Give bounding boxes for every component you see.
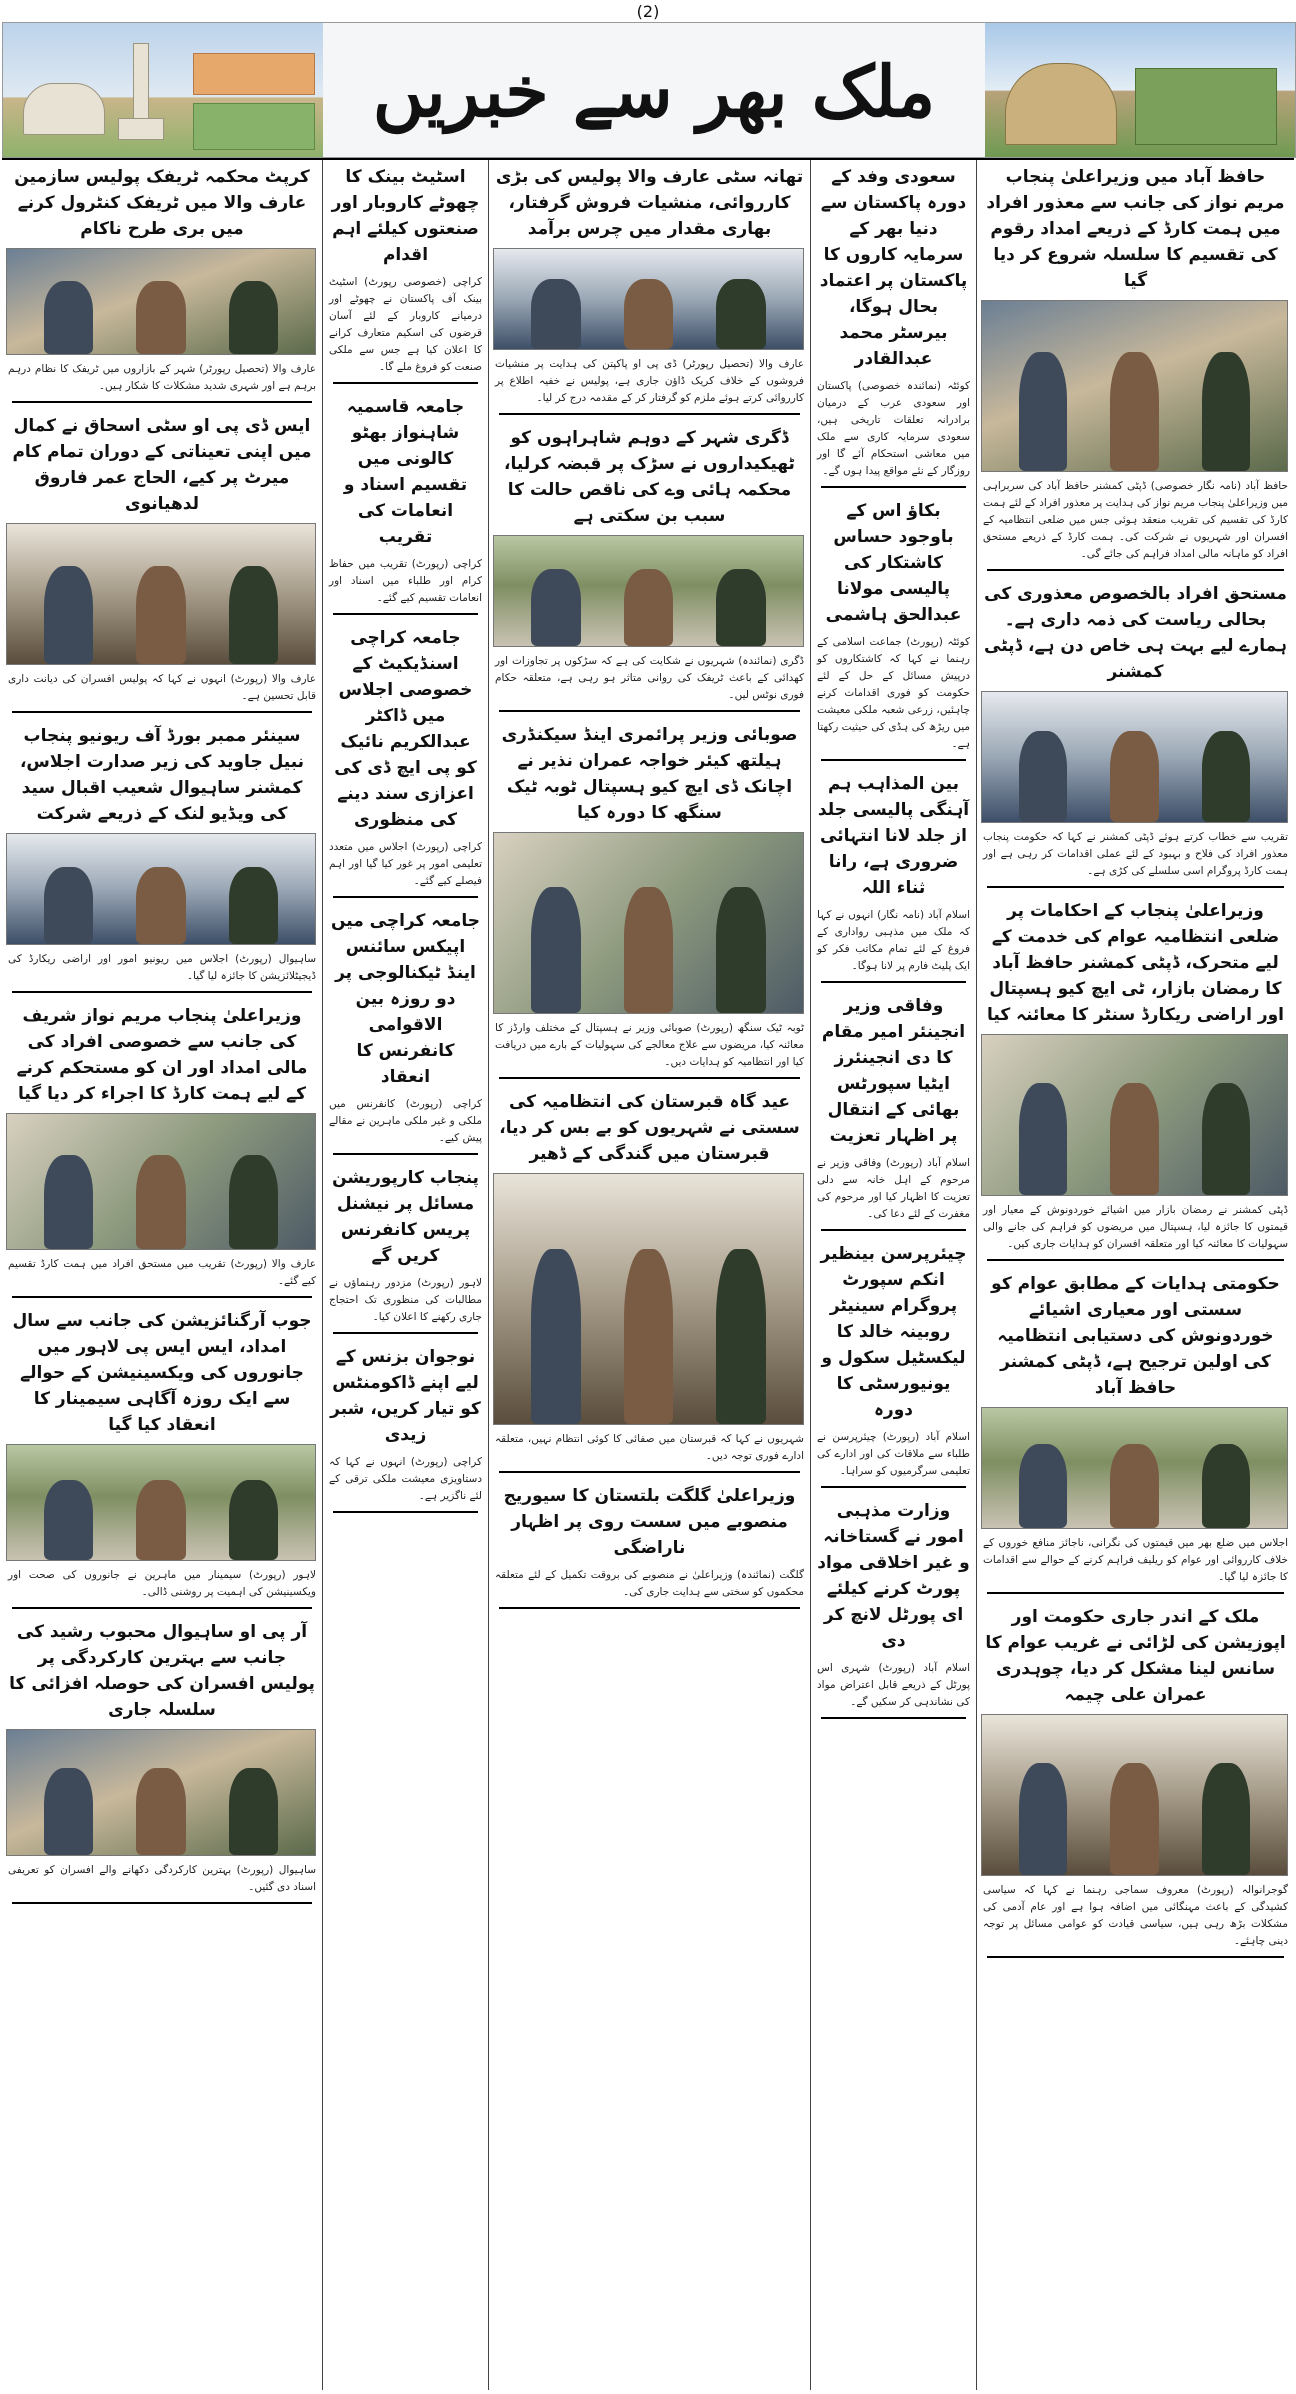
article-divider xyxy=(821,1717,966,1719)
article-headline: حافظ آباد میں وزیراعلیٰ پنجاب مریم نواز کی جانب سے معذور افراد میں ہمت کارڈ کے ذریعے امداد رقوم کی تقسیم کا سلسلہ شروع کر دیا گیا xyxy=(986,167,1285,291)
photo-person xyxy=(1019,1083,1068,1195)
photo-person xyxy=(624,569,673,646)
article-body: عارف والا (تحصیل رپورٹر) ڈی پی او پاکپتن کی ہدایت پر منشیات فروشوں کے خلاف کریک ڈاؤن جاری ہے، پولیس نے خفیہ اطلاع پر کارروائی کرتے ہوئے ملزم کو گرفتار کر کے مقدمہ درج کر لیا۔ xyxy=(495,358,804,404)
article-divider xyxy=(987,886,1284,888)
article-divider xyxy=(333,1511,478,1513)
news-article xyxy=(8,413,316,713)
photo-person xyxy=(716,279,765,349)
article-divider xyxy=(499,710,800,712)
article-headline: وزیراعلیٰ پنجاب کے احکامات پر ضلعی انتظامیہ عوام کی خدمت کے لیے متحرک، ڈپٹی کمشنر حافظ آباد کا رمضان بازار، ٹی ایچ کیو ہسپتال اور اراضی ریکارڈ سنٹر کا معائنہ کیا xyxy=(987,901,1284,1025)
article-photo xyxy=(981,691,1288,823)
photo-person xyxy=(1202,1444,1251,1528)
photo-person xyxy=(716,1249,765,1424)
article-headline: وفاقی وزیر انجینئر امیر مقام کا دی انجینئرز ایٹیا سپورٹس بھائی کے انتقال پر اظہار تعزیت xyxy=(821,996,966,1146)
photo-person xyxy=(1110,1763,1159,1875)
article-photo xyxy=(6,1729,316,1856)
news-article xyxy=(495,425,804,712)
article-headline: صوبائی وزیر پرائمری اینڈ سیکنڈری ہیلتھ کیئر خواجہ عمران نذیر نے اچانک ڈی ایچ کیو ہسپتال ٹوبہ ٹیک سنگھ کا دورہ کیا xyxy=(501,725,798,823)
photo-person xyxy=(1019,731,1068,822)
article-divider xyxy=(333,1153,478,1155)
article-body: گلگت (نمائندہ) وزیراعلیٰ نے منصوبے کی بروقت تکمیل کے لئے متعلقہ محکموں کو سختی سے ہدایت جاری کی۔ xyxy=(495,1569,804,1598)
article-divider xyxy=(333,382,478,384)
article-body: اسلام آباد (رپورٹ) شہری اس پورٹل کے ذریعے قابل اعتراض مواد کی نشاندہی کر سکیں گے۔ xyxy=(817,1662,970,1708)
news-article xyxy=(8,1619,316,1904)
article-body: ساہیوال (رپورٹ) اجلاس میں ریونیو امور اور اراضی ریکارڈ کی ڈیجیٹلائزیشن کا جائزہ لیا گیا۔ xyxy=(8,953,316,982)
article-headline: سعودی وفد کے دورہ پاکستان سے دنیا بھر کے سرمایہ کاروں کا پاکستان پر اعتماد بحال ہوگا، بیرسٹر محمد عبدالقادر xyxy=(819,167,968,369)
photo-person xyxy=(1019,352,1068,471)
masthead-left-image xyxy=(3,23,323,157)
article-photo xyxy=(6,523,316,665)
news-article xyxy=(495,164,804,415)
photo-person xyxy=(716,569,765,646)
article-divider xyxy=(821,486,966,488)
article-body: کراچی (رپورٹ) انہوں نے کہا کہ دستاویزی معیشت ملکی ترقی کے لئے ناگزیر ہے۔ xyxy=(329,1456,482,1502)
news-article xyxy=(8,1308,316,1609)
article-photo xyxy=(6,248,316,355)
article-divider xyxy=(987,569,1284,571)
photo-person xyxy=(229,1768,278,1856)
article-headline: چیئرپرسن بینظیر انکم سپورٹ پروگرام سینیٹر روبینہ خالد کا لیکسٹیل سکول و یونیورسٹی کا دورہ xyxy=(820,1244,967,1420)
article-divider xyxy=(333,1332,478,1334)
photo-person xyxy=(44,1480,93,1561)
article-divider xyxy=(12,1902,312,1904)
article-divider xyxy=(821,981,966,983)
photo-person xyxy=(531,279,580,349)
photo-person xyxy=(531,569,580,646)
photo-person xyxy=(1110,352,1159,471)
photo-person xyxy=(229,281,278,355)
news-article xyxy=(817,993,970,1231)
article-headline: تھانہ سٹی عارف والا پولیس کی بڑی کارروائی، منشیات فروش گرفتار، بھاری مقدار میں چرس برآمد xyxy=(495,167,804,239)
article-divider xyxy=(821,1229,966,1231)
article-body: عارف والا (تحصیل رپورٹر) شہر کے بازاروں میں ٹریفک کا نظام درہم برہم ہے اور شہری شدید مشکلات کا شکار ہیں۔ xyxy=(8,363,316,392)
news-article xyxy=(817,1498,970,1719)
news-article xyxy=(329,625,482,898)
article-headline: مستحق افراد بالخصوص معذوری کی بحالی ریاست کی ذمہ داری ہے۔ ہمارے لیے بہت ہی خاص دن ہے، ڈپٹی کمشنر xyxy=(984,584,1287,682)
article-headline: ملک کے اندر جاری حکومت اور اپوزیشن کی لڑائی نے غریب عوام کا سانس لینا مشکل کر دیا، چوہدری عمران علی چیمہ xyxy=(985,1607,1286,1705)
news-article xyxy=(329,1165,482,1334)
article-divider xyxy=(499,413,800,415)
news-article xyxy=(817,164,970,488)
photo-person xyxy=(136,867,185,944)
article-headline: پنجاب کارپوریشن مسائل پر نیشنل پریس کانفرنس کریں گے xyxy=(332,1168,479,1266)
photo-person xyxy=(44,1768,93,1856)
news-article xyxy=(329,1344,482,1513)
article-body: کراچی (خصوصی رپورٹ) اسٹیٹ بینک آف پاکستان نے چھوٹے اور درمیانے کاروبار کے لئے آسان قرضوں کی اسکیم متعارف کرانے کا اعلان کیا ہے جس سے ملکی صنعت کو فروغ ملے گا۔ xyxy=(329,276,482,373)
news-column-2 xyxy=(811,160,976,2390)
article-headline: وزیراعلیٰ پنجاب مریم نواز شریف کی جانب سے خصوصی افراد کی مالی امداد اور ان کو مستحکم کرنے کے لیے ہمت کارڈ کا اجراء کر دیا گیا xyxy=(16,1006,308,1104)
article-body: عارف والا (رپورٹ) تقریب میں مستحق افراد میں ہمت کارڈ تقسیم کیے گئے۔ xyxy=(8,1258,316,1287)
news-article xyxy=(8,164,316,403)
article-headline: وزیراعلیٰ گلگت بلتستان کا سیوریج منصوبے میں سست روی پر اظہار ناراضگی xyxy=(503,1486,796,1558)
article-headline: آر پی او ساہیوال محبوب رشید کی جانب سے بہترین کارکردگی پر پولیس افسران کی حوصلہ افزائی کا سلسلہ جاری xyxy=(9,1622,315,1720)
news-article xyxy=(983,164,1288,571)
photo-person xyxy=(136,281,185,355)
article-body: لاہور (رپورٹ) سیمینار میں ماہرین نے جانوروں کی صحت اور ویکسینیشن کی اہمیت پر روشنی ڈالی۔ xyxy=(8,1569,316,1598)
article-photo xyxy=(493,1173,804,1425)
article-divider xyxy=(987,1956,1284,1958)
article-body: ساہیوال (رپورٹ) بہترین کارکردگی دکھانے والے افسران کو تعریفی اسناد دی گئیں۔ xyxy=(8,1864,316,1893)
photo-person xyxy=(44,566,93,664)
article-headline: کرپٹ محکمہ ٹریفک پولیس سازمین عارف والا میں ٹریفک کنٹرول کرنے میں بری طرح ناکام xyxy=(14,167,310,239)
article-headline: بکاؤ اس کے باوجود حساس کاشتکار کی پالیسی مولانا عبدالحق ہاشمی xyxy=(825,501,962,625)
masthead-banner xyxy=(2,22,1296,158)
article-divider xyxy=(12,991,312,993)
masthead-right-image xyxy=(985,23,1295,157)
article-body: کوئٹہ (رپورٹ) جماعت اسلامی کے رہنما نے کہا کہ کاشتکاروں کو درپیش مسائل کے حل کے لئے حکومت کو فوری اقدامات کرنے چاہئیں، زرعی شعبہ ملکی معیشت میں ریڑھ کی ہڈی کی حیثیت رکھتا ہے۔ xyxy=(817,636,970,750)
article-headline: بین المذاہب ہم آہنگی پالیسی جلد از جلد لانا انتہائی ضروری ہے، رانا ثناء اللہ xyxy=(817,774,970,898)
photo-person xyxy=(624,1249,673,1424)
article-headline: جامعہ قاسمیہ شاہنواز بھٹو کالونی میں تقسیم اسناد و انعامات کی تقریب xyxy=(343,397,468,547)
article-photo xyxy=(493,248,804,350)
article-divider xyxy=(333,896,478,898)
article-divider xyxy=(821,759,966,761)
article-body: اسلام آباد (نامہ نگار) انہوں نے کہا کہ ملک میں مذہبی رواداری کے فروغ کے لئے تمام مکاتب فکر کو ایک پلیٹ فارم پر لانا ہوگا۔ xyxy=(817,909,970,972)
article-photo xyxy=(6,833,316,945)
photo-person xyxy=(44,867,93,944)
news-article xyxy=(817,771,970,983)
news-column-4 xyxy=(323,160,488,2390)
page-number: (2) xyxy=(636,2,660,21)
news-article xyxy=(495,722,804,1079)
article-body: ٹوبہ ٹیک سنگھ (رپورٹ) صوبائی وزیر نے ہسپتال کے مختلف وارڈز کا معائنہ کیا، مریضوں سے علاج معالجے کی سہولیات کے بارے میں دریافت کیا اور انتظامیہ کو ہدایات دیں۔ xyxy=(495,1022,804,1068)
photo-person xyxy=(531,887,580,1013)
article-divider xyxy=(987,1592,1284,1594)
photo-person xyxy=(1202,1763,1251,1875)
news-article xyxy=(495,1089,804,1473)
article-headline: سینئر ممبر بورڈ آف ریونیو پنجاب نبیل جاوید کی زیر صدارت اجلاس، کمشنر ساہیوال شعیب اقبال سید کی ویڈیو لنک کے ذریعے شرکت xyxy=(19,726,305,824)
photo-person xyxy=(44,1155,93,1250)
photo-person xyxy=(624,887,673,1013)
article-divider xyxy=(12,401,312,403)
article-divider xyxy=(333,613,478,615)
article-headline: نوجوان بزنس کے لیے اپنے ڈاکومنٹس کو تیار کریں، شبر زیدی xyxy=(330,1347,481,1445)
news-article xyxy=(329,908,482,1155)
article-divider xyxy=(12,711,312,713)
photo-person xyxy=(531,1249,580,1424)
news-article xyxy=(8,1003,316,1298)
article-photo xyxy=(981,1407,1288,1529)
article-divider xyxy=(499,1607,800,1609)
photo-person xyxy=(1019,1444,1068,1528)
article-body: لاہور (رپورٹ) مزدور رہنماؤں نے مطالبات کی منظوری تک احتجاج جاری رکھنے کا اعلان کیا۔ xyxy=(329,1277,482,1323)
photo-person xyxy=(1202,1083,1251,1195)
news-article xyxy=(8,723,316,993)
article-body: حافظ آباد (نامہ نگار خصوصی) ڈپٹی کمشنر حافظ آباد کی سربراہی میں وزیراعلیٰ پنجاب مریم نواز کی ہدایت پر معذور افراد کے لئے ہمت کارڈ کی تقسیم کی تقریب منعقد ہوئی جس میں ضلعی انتظامیہ کے افسران اور شہریوں نے شرکت کی۔ ہمت کارڈ کے ذریعے مستحق افراد کو ماہانہ مالی امداد فراہم کی جائے گی۔ xyxy=(983,480,1288,560)
article-divider xyxy=(12,1296,312,1298)
article-body: کراچی (رپورٹ) تقریب میں حفاظ کرام اور طلباء میں اسناد اور انعامات تقسیم کیے گئے۔ xyxy=(329,558,482,604)
article-headline: عید گاہ قبرستان کی انتظامیہ کی سستی نے شہریوں کو بے بس کر دیا، قبرستان میں گندگی کے ڈھیر xyxy=(499,1092,800,1164)
photo-person xyxy=(1110,731,1159,822)
article-photo xyxy=(6,1113,316,1250)
article-photo xyxy=(981,300,1288,472)
article-body: اجلاس میں ضلع بھر میں قیمتوں کی نگرانی، ناجائز منافع خوروں کے خلاف کارروائی اور عوام کو ریلیف فراہم کرنے کے حوالے سے اقدامات کا جائزہ لیا گیا۔ xyxy=(983,1537,1288,1583)
photo-person xyxy=(136,1480,185,1561)
photo-person xyxy=(136,566,185,664)
photo-person xyxy=(624,279,673,349)
article-divider xyxy=(499,1077,800,1079)
photo-person xyxy=(229,1155,278,1250)
news-article xyxy=(983,898,1288,1261)
photo-person xyxy=(136,1768,185,1856)
news-article xyxy=(817,498,970,761)
article-photo xyxy=(6,1444,316,1561)
article-body: کراچی (رپورٹ) کانفرنس میں ملکی و غیر ملکی ماہرین نے مقالے پیش کیے۔ xyxy=(329,1098,482,1144)
article-body: گوجرانوالہ (رپورٹ) معروف سماجی رہنما نے کہا کہ سیاسی کشیدگی کے باعث مہنگائی میں اضافہ ہوا ہے اور عام آدمی کی مشکلات بڑھ رہی ہیں، سیاسی قیادت کو عوامی مسائل پر توجہ دینی چاہئے۔ xyxy=(983,1884,1288,1947)
article-headline: وزارت مذہبی امور نے گستاخانہ و غیر اخلاقی مواد پورٹ کرنے کیلئے ای پورٹل لانچ کر دی xyxy=(817,1501,970,1651)
article-headline: ڈگری شہر کے دوہم شاہراہوں کو ٹھیکیداروں نے سڑک پر قبضہ کرلیا، محکمہ ہائی وے کی ناقص حالت کا سبب بن سکتی ہے xyxy=(504,428,795,526)
article-photo xyxy=(981,1034,1288,1196)
article-body: اسلام آباد (رپورٹ) چیئرپرسن نے طلباء سے ملاقات کی اور ادارے کی تعلیمی سرگرمیوں کو سراہا۔ xyxy=(817,1431,970,1477)
photo-person xyxy=(229,566,278,664)
article-headline: حکومتی ہدایات کے مطابق عوام کو سستی اور معیاری اشیائے خوردونوش کی دستیابی انتظامیہ کی اولین ترجیح ہے، ڈپٹی کمشنر حافظ آباد xyxy=(991,1274,1280,1398)
photo-person xyxy=(44,281,93,355)
article-body: تقریب سے خطاب کرتے ہوئے ڈپٹی کمشنر نے کہا کہ حکومت پنجاب معذور افراد کی فلاح و بہبود کے لئے عملی اقدامات کر رہی ہے اور ہمت کارڈ پروگرام اسی سلسلے کی کڑی ہے۔ xyxy=(983,831,1288,877)
article-divider xyxy=(499,1471,800,1473)
article-photo xyxy=(493,535,804,647)
news-article xyxy=(983,1604,1288,1958)
photo-person xyxy=(1202,352,1251,471)
news-article xyxy=(495,1483,804,1609)
photo-person xyxy=(1110,1444,1159,1528)
news-article xyxy=(983,581,1288,888)
article-body: کراچی (رپورٹ) اجلاس میں متعدد تعلیمی امور پر غور کیا گیا اور اہم فیصلے کیے گئے۔ xyxy=(329,841,482,887)
article-divider xyxy=(987,1259,1284,1261)
article-photo xyxy=(493,832,804,1014)
photo-person xyxy=(716,887,765,1013)
photo-person xyxy=(136,1155,185,1250)
photo-person xyxy=(229,1480,278,1561)
article-body: کوئٹہ (نمائندہ خصوصی) پاکستان اور سعودی عرب کے درمیان برادرانہ تعلقات تاریخی ہیں، سعودی سرمایہ کاری سے ملک میں معاشی استحکام آئے گا اور روزگار کے نئے مواقع پیدا ہوں گے۔ xyxy=(817,380,970,477)
photo-person xyxy=(1110,1083,1159,1195)
masthead-title: ملک بھر سے خبریں xyxy=(372,49,936,133)
photo-person xyxy=(229,867,278,944)
news-article xyxy=(329,394,482,615)
article-photo xyxy=(981,1714,1288,1876)
news-article xyxy=(983,1271,1288,1594)
article-body: ڈگری (نمائندہ) شہریوں نے شکایت کی ہے کہ سڑکوں پر تجاوزات اور کھدائی کے باعث ٹریفک کی روانی متاثر ہو رہی ہے، متعلقہ حکام فوری نوٹس لیں۔ xyxy=(495,655,804,701)
photo-person xyxy=(1202,731,1251,822)
news-article xyxy=(329,164,482,384)
article-divider xyxy=(821,1486,966,1488)
article-body: اسلام آباد (رپورٹ) وفاقی وزیر نے مرحوم کے اہل خانہ سے دلی تعزیت کا اظہار کیا اور مرحوم کی مغفرت کے لئے دعا کی۔ xyxy=(817,1157,970,1220)
article-headline: ایس ڈی پی او سٹی اسحاق نے کمال میں اپنی تعیناتی کے دوران تمام کام میرٹ پر کیے، الحاج عمر فاروق لدھیانوی xyxy=(12,416,312,514)
article-body: ڈپٹی کمشنر نے رمضان بازار میں اشیائے خوردونوش کے معیار اور قیمتوں کا جائزہ لیا، ہسپتال میں مریضوں کو فراہم کی جانے والی سہولیات کا معائنہ کیا اور متعلقہ افسران کو ہدایات جاری کیں۔ xyxy=(983,1204,1288,1250)
article-body: عارف والا (رپورٹ) انہوں نے کہا کہ پولیس افسران کی دیانت داری قابل تحسین ہے۔ xyxy=(8,673,316,702)
article-headline: جوب آرگنائزیشن کی جانب سے سال امداد، ایس ایس پی لاہور میں جانوروں کی ویکسینیشن کے حوالے سے ایک روزہ آگاہی سیمینار کا انعقاد کیا گیا xyxy=(12,1311,312,1435)
news-column-1 xyxy=(977,160,1294,2390)
article-headline: جامعہ کراچی اسنڈیکیٹ کے خصوصی اجلاس میں ڈاکٹر عبدالکریم نائیک کو پی ایچ ڈی کی اعزازی سند دینے کی منظوری xyxy=(334,628,477,830)
article-divider xyxy=(12,1607,312,1609)
news-column-3 xyxy=(489,160,810,2390)
article-headline: اسٹیٹ بینک کا چھوٹے کاروبار اور صنعتوں کیلئے اہم اقدام xyxy=(331,167,480,265)
photo-person xyxy=(1019,1763,1068,1875)
article-headline: جامعہ کراچی میں اپیکس سائنس اینڈ ٹیکنالوجی پر دو روزہ بین الاقوامی کانفرنس کا انعقاد xyxy=(330,911,481,1087)
news-column-5 xyxy=(2,160,322,2390)
article-body: شہریوں نے کہا کہ قبرستان میں صفائی کا کوئی انتظام نہیں، متعلقہ ادارے فوری توجہ دیں۔ xyxy=(495,1433,804,1462)
news-article xyxy=(817,1241,970,1488)
